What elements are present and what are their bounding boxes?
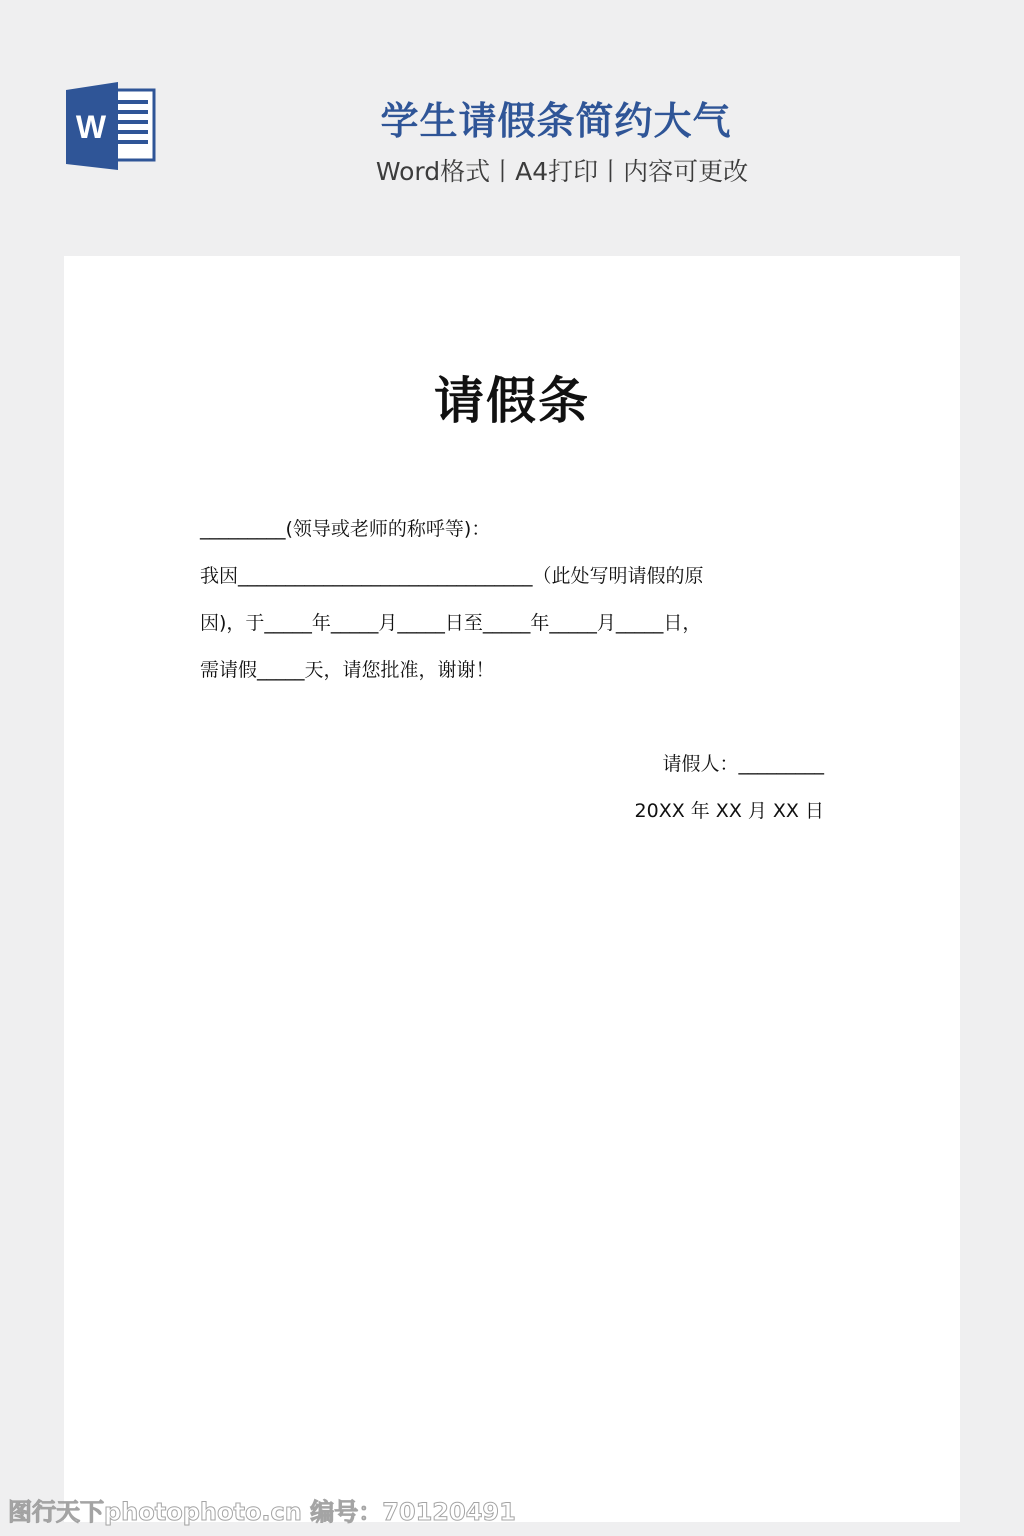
- watermark-text: 图行天下photophoto.cn 编号：70120491: [8, 1498, 516, 1526]
- applicant-signature: 请假人：_________: [662, 753, 824, 775]
- header-subtitle: Word格式丨A4打印丨内容可更改: [375, 157, 749, 186]
- document-page: [64, 256, 960, 1522]
- salutation-line: _________(领导或老师的称呼等)：: [200, 518, 491, 540]
- header-title: 学生请假条简约大气: [380, 99, 732, 143]
- reason-line: 我因_______________________________（此处写明请假的原: [200, 565, 704, 587]
- days-request-line: 需请假_____天，请您批准，谢谢！: [200, 659, 495, 681]
- document-title: 请假条: [434, 372, 590, 430]
- date-range-line: 因)，于_____年_____月_____日至_____年_____月_____日，: [200, 612, 702, 634]
- word-document-icon: [64, 80, 156, 172]
- svg-text:W: W: [75, 109, 107, 145]
- signature-date: 20XX 年 XX 月 XX 日: [634, 800, 824, 822]
